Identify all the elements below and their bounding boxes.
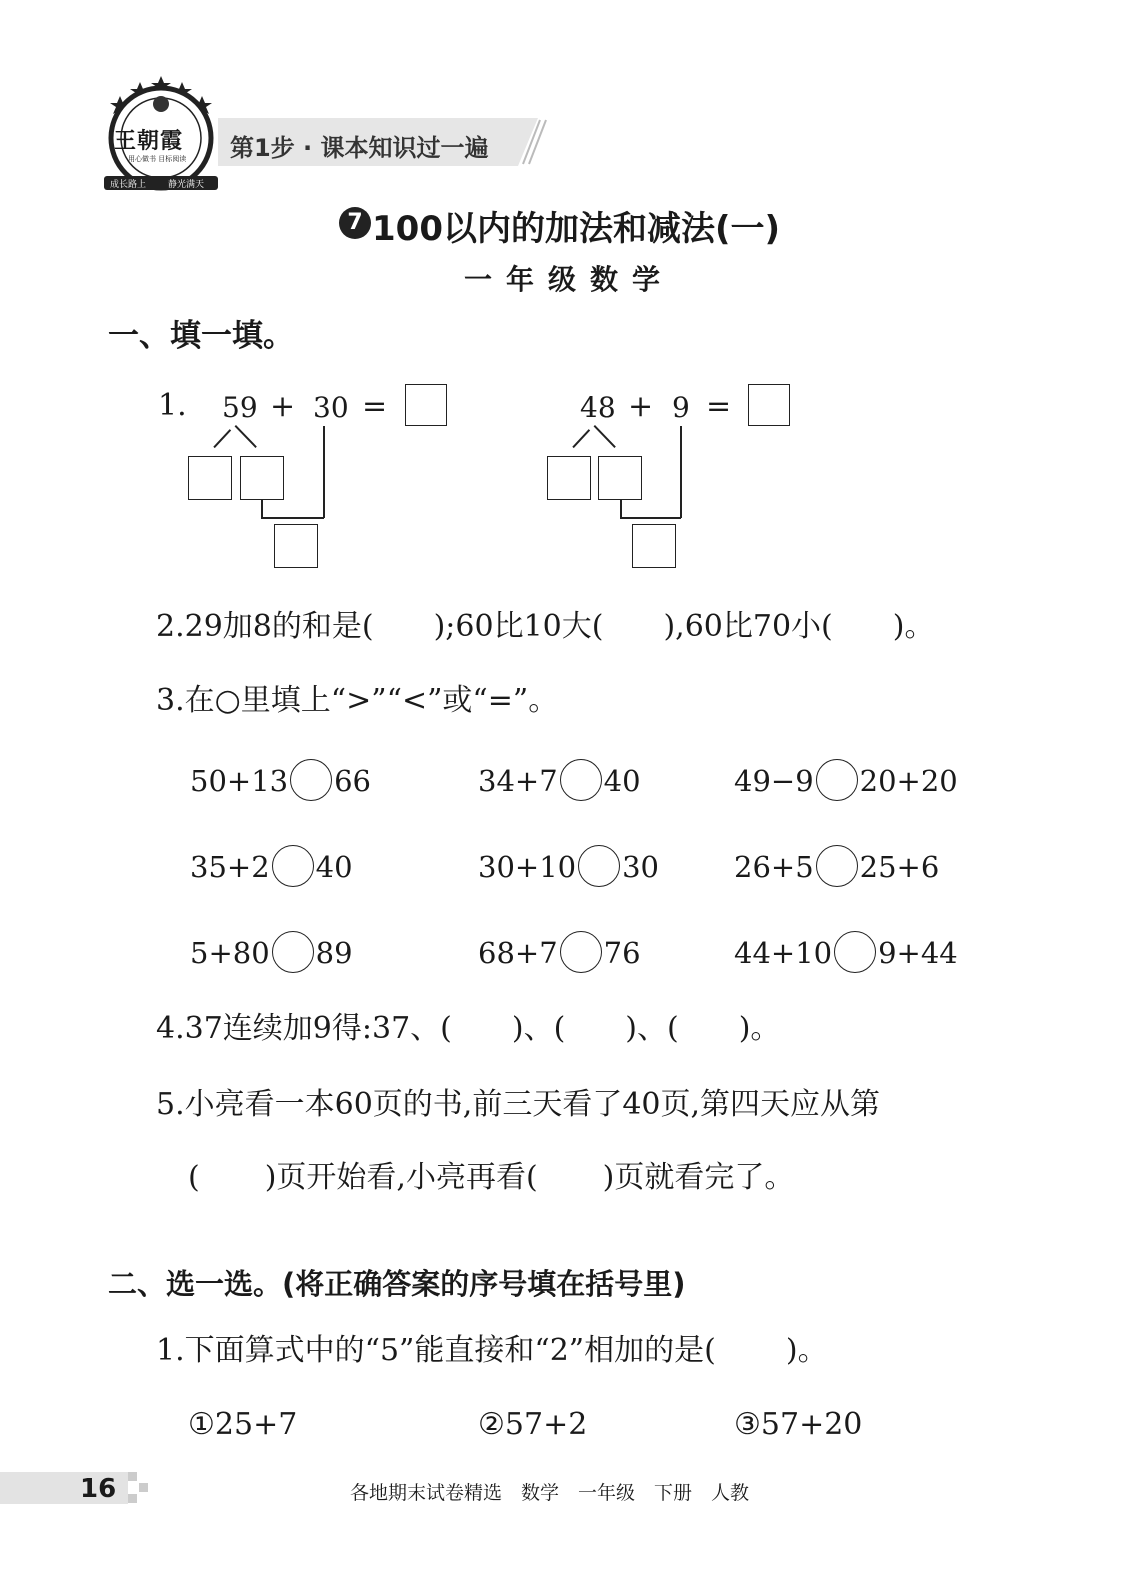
comparison-circle[interactable] bbox=[560, 931, 602, 973]
eq1-split-box-1[interactable] bbox=[188, 456, 232, 500]
q5-label: 5. bbox=[156, 1087, 185, 1122]
comparison-left: 34+7 bbox=[478, 764, 558, 798]
q1-label: 1. bbox=[158, 388, 187, 423]
comparison-right: 66 bbox=[334, 764, 372, 798]
comparison-item bbox=[734, 934, 958, 976]
eq2-eq: = bbox=[706, 389, 732, 424]
comparison-circle[interactable] bbox=[816, 845, 858, 887]
q2-line bbox=[156, 609, 935, 644]
eq2-split-box-1[interactable] bbox=[547, 456, 591, 500]
footer-text: 各地期末试卷精选 数学 一年级 下册 人教 bbox=[350, 1482, 750, 1504]
q5-line2 bbox=[188, 1160, 795, 1195]
section1-heading: 一、填一填。 bbox=[108, 318, 294, 354]
q5-line2-part3: )页就看完了。 bbox=[602, 1160, 795, 1195]
q4-line bbox=[156, 1011, 781, 1046]
comparison-right: 76 bbox=[603, 936, 641, 970]
comparison-left: 49−9 bbox=[734, 764, 814, 798]
q3-text: 在○里填上“>”“<”或“=”。 bbox=[184, 683, 559, 718]
comparison-item bbox=[190, 848, 353, 890]
eq1-split-box-2[interactable] bbox=[240, 456, 284, 500]
comparison-circle[interactable] bbox=[578, 845, 620, 887]
eq1-a: 59 bbox=[222, 391, 258, 424]
comparison-left: 35+2 bbox=[190, 850, 270, 884]
eq1-op: + bbox=[270, 389, 296, 424]
eq2-answer-box[interactable] bbox=[748, 384, 790, 426]
logo-slogan-right: 静光满天 bbox=[168, 180, 205, 190]
eq2-partial-box[interactable] bbox=[632, 524, 676, 568]
q4-label: 4. bbox=[156, 1011, 185, 1046]
step-label: 第1步 · 课本知识过一遍 bbox=[230, 134, 489, 162]
comparison-item bbox=[190, 934, 353, 976]
comparison-item bbox=[478, 848, 659, 890]
option-3[interactable]: ③57+20 bbox=[734, 1407, 863, 1442]
q5-line1 bbox=[156, 1087, 881, 1122]
s2-q1-line bbox=[156, 1333, 828, 1368]
eq1-b: 30 bbox=[313, 391, 349, 424]
q5-text-line1: 小亮看一本60页的书,前三天看了40页,第四天应从第 bbox=[184, 1087, 881, 1122]
eq2-op: + bbox=[628, 389, 654, 424]
comparison-right: 40 bbox=[315, 850, 353, 884]
comparison-circle[interactable] bbox=[272, 931, 314, 973]
section2-heading: 二、选一选。(将正确答案的序号填在括号里) bbox=[108, 1267, 686, 1301]
comparison-circle[interactable] bbox=[272, 845, 314, 887]
lesson-title: 100以内的加法和减法(一) bbox=[372, 209, 781, 249]
lesson-subtitle: 一年级数学 bbox=[464, 263, 675, 296]
option-2[interactable]: ②57+2 bbox=[478, 1407, 588, 1442]
logo-name: 王朝霞 bbox=[114, 128, 184, 154]
step-banner bbox=[218, 118, 548, 166]
logo-small-text: 用心做书 目标阅读 bbox=[128, 155, 187, 163]
comparison-right: 30 bbox=[622, 850, 660, 884]
comparison-left: 30+10 bbox=[478, 850, 577, 884]
q2-label: 2. bbox=[156, 609, 185, 644]
page-number: 16 bbox=[80, 1474, 117, 1504]
comparison-right: 9+44 bbox=[878, 936, 958, 970]
lesson-number-badge: 7 bbox=[339, 207, 371, 239]
logo-badge bbox=[100, 68, 222, 198]
comparison-left: 50+13 bbox=[190, 764, 289, 798]
eq1-eq: = bbox=[362, 389, 388, 424]
q2-part2: );60比10大( bbox=[433, 609, 604, 644]
q2-part3: ),60比70小( bbox=[663, 609, 833, 644]
comparison-right: 40 bbox=[603, 764, 641, 798]
s2-q1-label: 1. bbox=[156, 1333, 185, 1368]
eq2-b: 9 bbox=[672, 391, 690, 424]
eq1-answer-box[interactable] bbox=[405, 384, 447, 426]
q2-part4: )。 bbox=[892, 609, 935, 644]
q5-line2-part1: ( bbox=[188, 1160, 200, 1195]
q4-part2: )、( bbox=[511, 1011, 566, 1046]
comparison-item bbox=[478, 762, 641, 804]
comparison-left: 68+7 bbox=[478, 936, 558, 970]
comparison-circle[interactable] bbox=[834, 931, 876, 973]
q2-part1: 29加8的和是( bbox=[184, 609, 374, 644]
comparison-circle[interactable] bbox=[560, 759, 602, 801]
comparison-item bbox=[478, 934, 641, 976]
comparison-right: 89 bbox=[315, 936, 353, 970]
s2-q1-part2: )。 bbox=[785, 1333, 828, 1368]
comparison-item bbox=[734, 848, 939, 890]
comparison-circle[interactable] bbox=[816, 759, 858, 801]
comparison-left: 26+5 bbox=[734, 850, 814, 884]
q4-part3: )、( bbox=[625, 1011, 679, 1046]
q3-label: 3. bbox=[156, 683, 185, 718]
q4-part1: 37连续加9得:37、( bbox=[184, 1011, 452, 1046]
q4-part4: )。 bbox=[738, 1011, 781, 1046]
option-1[interactable]: ①25+7 bbox=[188, 1407, 298, 1442]
comparison-circle[interactable] bbox=[290, 759, 332, 801]
q3-line bbox=[156, 683, 559, 718]
logo-slogan-left: 成长路上 bbox=[110, 180, 147, 190]
comparison-right: 20+20 bbox=[859, 764, 958, 798]
footer-squares-icon bbox=[128, 1472, 150, 1504]
eq1-partial-box[interactable] bbox=[274, 524, 318, 568]
eq2-a: 48 bbox=[580, 391, 616, 424]
comparison-item bbox=[734, 762, 958, 804]
comparison-right: 25+6 bbox=[859, 850, 940, 884]
comparison-left: 44+10 bbox=[734, 936, 833, 970]
q5-line2-part2: )页开始看,小亮再看( bbox=[264, 1160, 538, 1195]
comparison-item bbox=[190, 762, 371, 804]
eq2-split-box-2[interactable] bbox=[598, 456, 642, 500]
s2-q1-part1: 下面算式中的“5”能直接和“2”相加的是( bbox=[184, 1333, 716, 1368]
comparison-left: 5+80 bbox=[190, 936, 270, 970]
